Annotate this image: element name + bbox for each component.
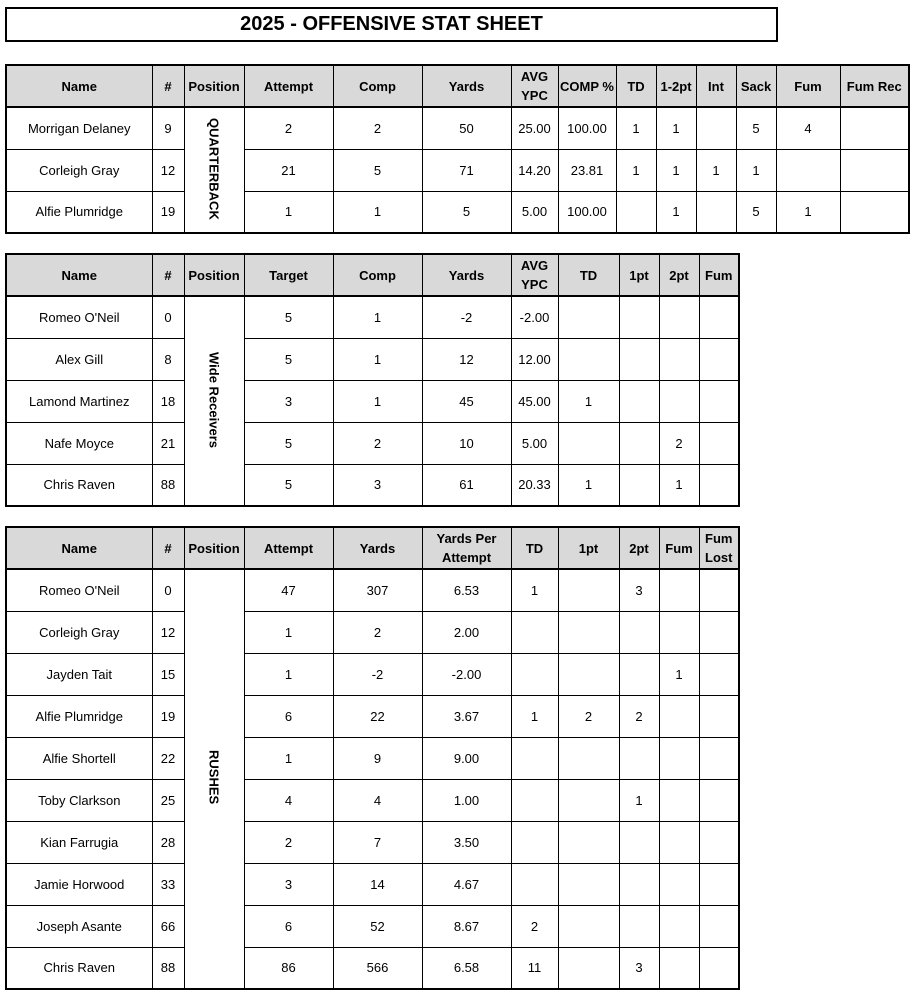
stat-cell: 1: [656, 149, 696, 191]
jersey-number-cell: 33: [152, 863, 184, 905]
column-header: Fum: [699, 254, 739, 296]
stat-cell: [619, 737, 659, 779]
table-row: [6, 149, 909, 191]
stat-cell: [619, 653, 659, 695]
stat-cell: [699, 737, 739, 779]
player-name-cell: Toby Clarkson: [6, 779, 152, 821]
column-header: Position: [184, 254, 244, 296]
stat-cell: 61: [422, 464, 511, 506]
column-header: 1-2pt: [656, 65, 696, 107]
stat-cell: 3: [244, 380, 333, 422]
stat-cell: -2: [333, 653, 422, 695]
player-name-cell: Jamie Horwood: [6, 863, 152, 905]
stat-cell: [558, 611, 619, 653]
stat-cell: [699, 947, 739, 989]
jersey-number-cell: 19: [152, 191, 184, 233]
stat-cell: 1: [776, 191, 840, 233]
player-name-cell: Alex Gill: [6, 338, 152, 380]
column-header: Position: [184, 527, 244, 569]
stat-cell: 1.00: [422, 779, 511, 821]
player-name-cell: Romeo O'Neil: [6, 296, 152, 338]
jersey-number-cell: 21: [152, 422, 184, 464]
stat-cell: 3: [619, 947, 659, 989]
stat-cell: 50: [422, 107, 511, 149]
column-header: Int: [696, 65, 736, 107]
column-header: Target: [244, 254, 333, 296]
column-header: Fum: [659, 527, 699, 569]
column-header: Position: [184, 65, 244, 107]
stat-cell: [558, 653, 619, 695]
stat-cell: 1: [333, 338, 422, 380]
stat-cell: 2: [659, 422, 699, 464]
jersey-number-cell: 88: [152, 947, 184, 989]
column-header: Fum Lost: [699, 527, 739, 569]
stat-cell: 307: [333, 569, 422, 611]
column-header: AVG YPC: [511, 65, 558, 107]
stat-cell: 1: [244, 653, 333, 695]
stat-cell: [619, 611, 659, 653]
column-header: Comp: [333, 254, 422, 296]
stat-cell: [659, 863, 699, 905]
player-name-cell: Joseph Asante: [6, 905, 152, 947]
stat-cell: 1: [333, 296, 422, 338]
stat-cell: 22: [333, 695, 422, 737]
stat-cell: 5: [333, 149, 422, 191]
stat-cell: 2: [333, 611, 422, 653]
table-row: [6, 863, 739, 905]
stat-cell: [511, 653, 558, 695]
table-row: [6, 779, 739, 821]
stat-cell: [840, 149, 909, 191]
table-row: [6, 695, 739, 737]
column-header: 1pt: [558, 527, 619, 569]
stat-cell: [511, 821, 558, 863]
column-header: Yards: [422, 65, 511, 107]
stat-cell: [699, 779, 739, 821]
column-header: Name: [6, 527, 152, 569]
stat-cell: 2: [333, 422, 422, 464]
stat-cell: [511, 611, 558, 653]
column-header: TD: [558, 254, 619, 296]
table-row: [6, 464, 739, 506]
stat-cell: [659, 737, 699, 779]
stat-cell: -2.00: [511, 296, 558, 338]
stat-cell: 1: [511, 569, 558, 611]
position-label-text: Wide Receivers: [206, 351, 222, 448]
stat-cell: [659, 380, 699, 422]
stat-cell: 45: [422, 380, 511, 422]
stat-cell: 2: [511, 905, 558, 947]
stat-cell: [558, 569, 619, 611]
table-row: [6, 821, 739, 863]
column-header: Name: [6, 65, 152, 107]
stat-cell: 1: [659, 464, 699, 506]
stat-cell: [558, 821, 619, 863]
column-header: Sack: [736, 65, 776, 107]
column-header: Fum: [776, 65, 840, 107]
column-header: TD: [616, 65, 656, 107]
stat-cell: [558, 779, 619, 821]
stat-cell: 25.00: [511, 107, 558, 149]
stat-cell: 5.00: [511, 422, 558, 464]
wide-receivers-stats-table: [5, 253, 740, 507]
stat-cell: [558, 296, 619, 338]
stat-cell: 1: [558, 464, 619, 506]
position-group-label: [184, 569, 244, 989]
stat-cell: 52: [333, 905, 422, 947]
jersey-number-cell: 0: [152, 296, 184, 338]
stat-cell: [558, 905, 619, 947]
quarterback-stats-table: [5, 64, 910, 234]
stat-cell: 1: [244, 611, 333, 653]
player-name-cell: Kian Farrugia: [6, 821, 152, 863]
stat-cell: 2: [333, 107, 422, 149]
jersey-number-cell: 25: [152, 779, 184, 821]
column-header: Comp: [333, 65, 422, 107]
jersey-number-cell: 8: [152, 338, 184, 380]
stat-cell: [659, 569, 699, 611]
column-header: 1pt: [619, 254, 659, 296]
stat-cell: [699, 905, 739, 947]
stat-cell: [558, 422, 619, 464]
stat-cell: [558, 737, 619, 779]
column-header: 2pt: [619, 527, 659, 569]
stat-cell: 9: [333, 737, 422, 779]
stat-cell: -2: [422, 296, 511, 338]
stat-cell: [619, 296, 659, 338]
column-header: Attempt: [244, 65, 333, 107]
stat-cell: 6.58: [422, 947, 511, 989]
column-header: #: [152, 65, 184, 107]
stat-cell: [699, 863, 739, 905]
stat-cell: [699, 296, 739, 338]
stat-cell: [619, 905, 659, 947]
stat-cell: [699, 611, 739, 653]
stat-cell: 4: [244, 779, 333, 821]
stat-cell: [558, 338, 619, 380]
column-header: Fum Rec: [840, 65, 909, 107]
stat-cell: 12: [422, 338, 511, 380]
jersey-number-cell: 18: [152, 380, 184, 422]
stat-cell: 14.20: [511, 149, 558, 191]
player-name-cell: Alfie Plumridge: [6, 695, 152, 737]
stat-cell: [699, 422, 739, 464]
jersey-number-cell: 12: [152, 611, 184, 653]
column-header: Name: [6, 254, 152, 296]
jersey-number-cell: 9: [152, 107, 184, 149]
stat-cell: [659, 695, 699, 737]
stat-cell: 5: [244, 422, 333, 464]
stat-cell: 2.00: [422, 611, 511, 653]
player-name-cell: Morrigan Delaney: [6, 107, 152, 149]
page-title: 2025 - OFFENSIVE STAT SHEET: [5, 7, 778, 42]
stat-cell: 3: [244, 863, 333, 905]
stat-cell: 6: [244, 695, 333, 737]
player-name-cell: Lamond Martinez: [6, 380, 152, 422]
column-header: Attempt: [244, 527, 333, 569]
stat-cell: 566: [333, 947, 422, 989]
stat-cell: 14: [333, 863, 422, 905]
stat-cell: 1: [659, 653, 699, 695]
stat-cell: 3.50: [422, 821, 511, 863]
stat-cell: 5: [244, 464, 333, 506]
jersey-number-cell: 66: [152, 905, 184, 947]
stat-cell: 6: [244, 905, 333, 947]
stat-cell: 86: [244, 947, 333, 989]
player-name-cell: Romeo O'Neil: [6, 569, 152, 611]
stat-cell: 2: [558, 695, 619, 737]
stat-cell: [699, 569, 739, 611]
column-header: #: [152, 527, 184, 569]
position-label-text: QUARTERBACK: [206, 117, 222, 220]
stat-cell: 5: [244, 296, 333, 338]
stat-cell: [840, 191, 909, 233]
stat-cell: [511, 863, 558, 905]
stat-cell: 5: [736, 191, 776, 233]
player-name-cell: Corleigh Gray: [6, 611, 152, 653]
column-header: Yards: [333, 527, 422, 569]
stat-cell: 11: [511, 947, 558, 989]
stat-cell: [659, 611, 699, 653]
stat-cell: 12.00: [511, 338, 558, 380]
stat-cell: [659, 338, 699, 380]
stat-cell: 1: [696, 149, 736, 191]
column-header: 2pt: [659, 254, 699, 296]
stat-cell: 100.00: [558, 191, 616, 233]
stat-cell: 4: [776, 107, 840, 149]
stat-cell: 1: [333, 380, 422, 422]
stat-cell: 2: [244, 107, 333, 149]
stat-cell: [699, 338, 739, 380]
stat-cell: [511, 737, 558, 779]
table-row: [6, 191, 909, 233]
table-row: [6, 611, 739, 653]
stat-cell: 5: [422, 191, 511, 233]
stat-cell: 1: [656, 191, 696, 233]
table-row: [6, 653, 739, 695]
table-row: [6, 737, 739, 779]
table-row: [6, 422, 739, 464]
stat-cell: 20.33: [511, 464, 558, 506]
stat-cell: [699, 380, 739, 422]
player-name-cell: Alfie Plumridge: [6, 191, 152, 233]
stat-cell: [659, 821, 699, 863]
stat-cell: 1: [244, 737, 333, 779]
column-header: #: [152, 254, 184, 296]
jersey-number-cell: 0: [152, 569, 184, 611]
stat-cell: [511, 779, 558, 821]
stat-cell: 5: [736, 107, 776, 149]
stat-cell: 71: [422, 149, 511, 191]
stat-cell: 21: [244, 149, 333, 191]
jersey-number-cell: 19: [152, 695, 184, 737]
table-row: [6, 107, 909, 149]
column-header: AVG YPC: [511, 254, 558, 296]
stat-cell: [699, 464, 739, 506]
stat-cell: 8.67: [422, 905, 511, 947]
stat-cell: [619, 380, 659, 422]
player-name-cell: Alfie Shortell: [6, 737, 152, 779]
jersey-number-cell: 15: [152, 653, 184, 695]
stat-cell: [699, 695, 739, 737]
jersey-number-cell: 12: [152, 149, 184, 191]
table-row: [6, 380, 739, 422]
stat-cell: 1: [656, 107, 696, 149]
table-row: [6, 338, 739, 380]
player-name-cell: Jayden Tait: [6, 653, 152, 695]
rushes-stats-table: [5, 526, 740, 990]
stat-cell: [776, 149, 840, 191]
table-row: [6, 905, 739, 947]
stat-cell: [619, 821, 659, 863]
player-name-cell: Corleigh Gray: [6, 149, 152, 191]
stat-cell: 1: [736, 149, 776, 191]
stat-cell: 1: [511, 695, 558, 737]
stat-cell: 1: [616, 149, 656, 191]
stat-cell: [558, 947, 619, 989]
stat-cell: 1: [619, 779, 659, 821]
stat-cell: [840, 107, 909, 149]
stat-cell: 100.00: [558, 107, 616, 149]
player-name-cell: Chris Raven: [6, 464, 152, 506]
column-header: COMP %: [558, 65, 616, 107]
position-label-text: RUSHES: [206, 750, 222, 805]
stat-cell: [659, 779, 699, 821]
stat-cell: [616, 191, 656, 233]
stat-cell: 5: [244, 338, 333, 380]
stat-cell: [659, 905, 699, 947]
stat-cell: 3: [619, 569, 659, 611]
stat-cell: 1: [616, 107, 656, 149]
stat-cell: [696, 107, 736, 149]
stat-cell: 2: [244, 821, 333, 863]
player-name-cell: Chris Raven: [6, 947, 152, 989]
stat-cell: 1: [333, 191, 422, 233]
stat-cell: [619, 422, 659, 464]
stat-cell: [659, 947, 699, 989]
stat-cell: 1: [558, 380, 619, 422]
stat-cell: 3.67: [422, 695, 511, 737]
column-header: Yards: [422, 254, 511, 296]
column-header: TD: [511, 527, 558, 569]
stat-cell: 9.00: [422, 737, 511, 779]
player-name-cell: Nafe Moyce: [6, 422, 152, 464]
stat-cell: 6.53: [422, 569, 511, 611]
stat-cell: 3: [333, 464, 422, 506]
stat-cell: 5.00: [511, 191, 558, 233]
stat-cell: 47: [244, 569, 333, 611]
stat-cell: [619, 863, 659, 905]
position-group-label: [184, 107, 244, 233]
stat-cell: [699, 821, 739, 863]
stat-cell: -2.00: [422, 653, 511, 695]
table-row: [6, 947, 739, 989]
jersey-number-cell: 22: [152, 737, 184, 779]
stat-cell: [659, 296, 699, 338]
stat-cell: [696, 191, 736, 233]
stat-cell: 10: [422, 422, 511, 464]
stat-cell: 23.81: [558, 149, 616, 191]
stat-cell: 45.00: [511, 380, 558, 422]
stat-cell: [619, 464, 659, 506]
stat-cell: 1: [244, 191, 333, 233]
stat-cell: [619, 338, 659, 380]
stat-cell: [699, 653, 739, 695]
jersey-number-cell: 88: [152, 464, 184, 506]
jersey-number-cell: 28: [152, 821, 184, 863]
stat-cell: 4: [333, 779, 422, 821]
position-group-label: [184, 296, 244, 506]
table-row: [6, 296, 739, 338]
stat-cell: 7: [333, 821, 422, 863]
table-row: [6, 569, 739, 611]
stat-cell: [558, 863, 619, 905]
stat-cell: 4.67: [422, 863, 511, 905]
column-header: Yards Per Attempt: [422, 527, 511, 569]
stat-cell: 2: [619, 695, 659, 737]
